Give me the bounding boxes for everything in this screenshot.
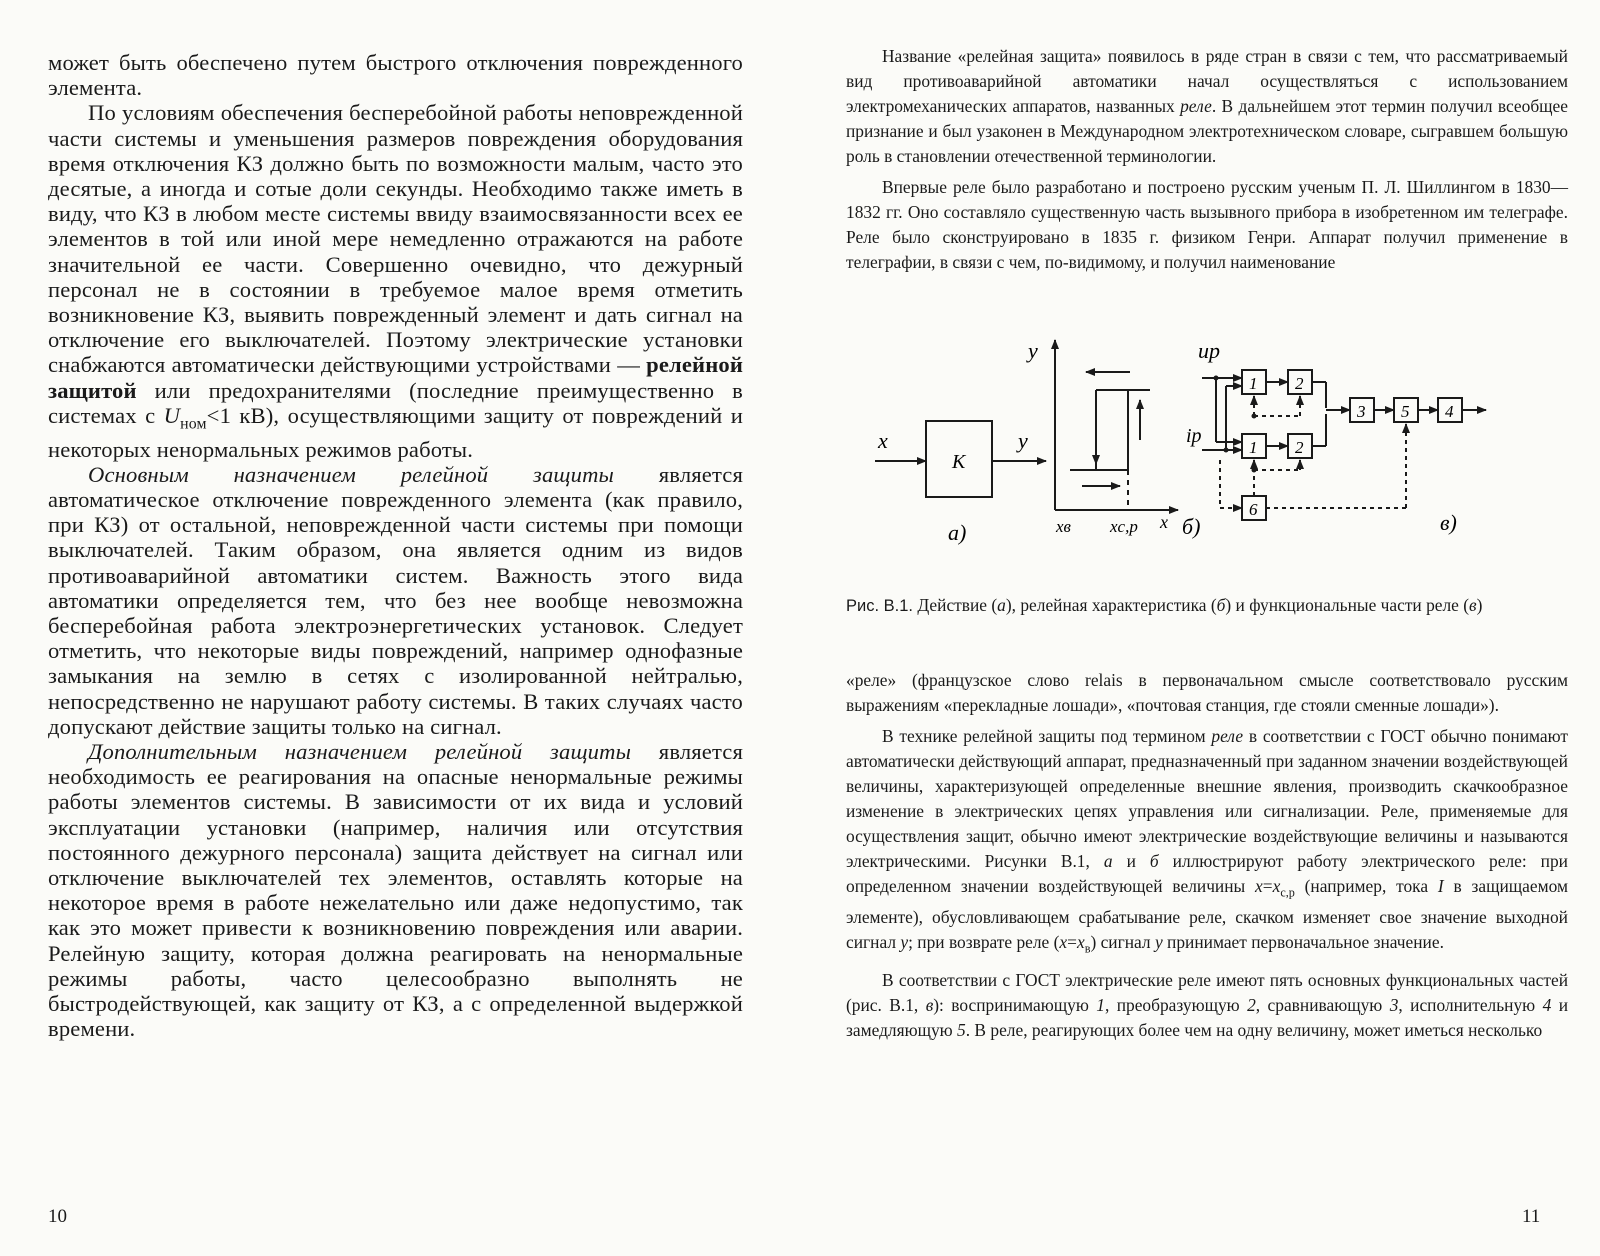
italic-term: y — [1154, 932, 1163, 953]
left-page-text — [48, 50, 743, 1041]
text-run: , сравнивающую — [1255, 994, 1390, 1015]
text-run: Действие ( — [913, 595, 998, 615]
italic-term: 2 — [1247, 994, 1256, 1015]
text-run: «реле» (французское слово relais в первоначальном смысле соответствовало русским выражениям «перекладные лошади», «почтовая станция, где стояли сменные лошади»). — [846, 670, 1568, 715]
figure-output-y: y — [1018, 428, 1028, 453]
figure-caption — [846, 594, 1568, 618]
italic-term: реле — [1180, 96, 1212, 116]
italic-term: 4 — [1542, 994, 1552, 1015]
text-run: ) — [1476, 595, 1483, 615]
italic-term: а — [997, 595, 1006, 615]
figure-label-a: а) — [948, 520, 967, 545]
paragraph — [48, 739, 743, 1041]
italic-term: x — [1255, 876, 1263, 896]
text-run: Впервые реле было разработано и построено русским ученым П. Л. Шиллингом в 1830—1832 гг. Оно составляло существенную часть вызывного прибора в изобретенном им телеграфе. Реле было сконструировано в 1835 г. физиком Генри. Аппарат получил применение в телеграфии, в связи с чем, по-видимому, и получил наименование — [846, 177, 1568, 272]
italic-term: а — [1103, 851, 1113, 871]
text-run: , исполнительную — [1398, 994, 1543, 1015]
figure-block-2-bottom: 2 — [1295, 438, 1304, 457]
figure-input-ip: iр — [1186, 425, 1202, 447]
right-page-text-top — [846, 44, 1568, 281]
paragraph — [48, 50, 743, 100]
italic-term: U — [163, 402, 181, 428]
figure-input-x: x — [878, 428, 888, 453]
page-number-left: 10 — [48, 1206, 67, 1227]
subscript: с,р — [1280, 885, 1295, 900]
text-run: В технике релейной защиты под термином — [882, 726, 1212, 746]
text-run: является необходимость ее реагирования на опасные ненормальные режимы работы элементов системы. В зависимости от их вида и условий эксплуатации установки (например, наличия или отсутствия постоянного дежурного персонала) защита действует на сигнал или отключение выключателей тех элементов, оставлять которые на некоторое время в работе нежелательно или даже недопустимо, так как это может привести к возникновению повреждения или аварии. Релейную защиту, которая должна реагировать на ненормальные режимы работы, часто целесообразно выполнять не быстродействующей, как защиту от КЗ, а с определенной выдержкой времени. — [48, 739, 743, 1042]
text-run: иллюстрируют работу электрического реле: при определенном значении воздействующей величины — [846, 851, 1568, 896]
italic-term: Дополнительным назначением релейной защиты — [88, 739, 632, 764]
italic-term: реле — [1211, 726, 1244, 746]
figure-axis-y: y — [1028, 338, 1038, 363]
text-run: = — [1067, 932, 1077, 953]
figure-tick-xcp: xс,р — [1110, 517, 1138, 536]
figure-input-up: uр — [1198, 338, 1220, 363]
paragraph — [846, 175, 1568, 275]
right-page-text-bottom — [846, 668, 1568, 1049]
italic-term: x — [1059, 932, 1068, 953]
text-run: может быть обеспечено путем быстрого отключения поврежденного элемента. — [48, 50, 743, 101]
italic-term: б — [1149, 851, 1159, 871]
figure-relay-diagram — [860, 330, 1580, 570]
italic-term: в — [925, 994, 934, 1015]
text-run: (например, тока — [1294, 876, 1438, 896]
figure-block-k: K — [952, 451, 966, 473]
text-run: = — [1262, 876, 1273, 896]
paragraph — [846, 724, 1568, 962]
figure-block-2-top: 2 — [1295, 374, 1304, 393]
figure-block-1-bottom: 1 — [1249, 438, 1258, 457]
figure-block-5: 5 — [1401, 402, 1410, 421]
italic-term: x — [1076, 932, 1085, 953]
figure-label-b: б) — [1182, 514, 1201, 539]
text-run: По условиям обеспечения бесперебойной работы неповрежденной части системы и уменьшения размеров повреждения оборудования время отключения КЗ должно быть по возможности малым, часто это десятые, а иногда и сотые доли секунды. Необходимо также иметь в виду, что КЗ в любом месте системы ввиду взаимосвязанности всех ее элементов в той или иной мере немедленно отражаются на работе значительной ее части. Совершенно очевидно, что дежурный персонал не в состоянии в требуемое малое время отметить возникновение КЗ, выявить поврежденный элемент и дать сигнал на отключение его выключателей. Поэтому электрические установки снабжаются автоматически действующими устройствами — — [48, 100, 743, 378]
paragraph — [846, 44, 1568, 169]
text-run: ): воспринимающую — [933, 994, 1097, 1015]
text-run: ) сигнал — [1090, 932, 1155, 953]
text-run: и замедляющую — [846, 994, 1569, 1040]
text-run: ), релейная характеристика ( — [1005, 595, 1217, 615]
text-run: . В реле, реагирующих более чем на одну величину, может иметься несколько — [965, 1019, 1543, 1040]
text-run: Название «релейная защита» появилось в ряде стран в связи с тем, что рассматриваемый вид противоаварийной автоматики начал осуществляться с использованием электромеханических аппаратов, названных — [846, 46, 1568, 116]
bold-term: релейной защитой — [48, 352, 743, 403]
italic-term: в — [1469, 595, 1477, 615]
italic-term: б — [1216, 595, 1226, 615]
figure-block-6: 6 — [1249, 500, 1258, 519]
page-number-right: 11 — [1522, 1206, 1541, 1227]
text-run: В соответствии с ГОСТ электрические реле имеют пять основных функциональных частей (рис. В.1, — [846, 969, 1568, 1015]
text-run: в защищаемом элементе), обусловливающем срабатывание реле, скачком изменяет свое значение выходной сигнал — [846, 876, 1568, 953]
italic-term: x — [1272, 876, 1281, 896]
text-run: или предохранителями (последние преимущественно в системах с — [48, 377, 743, 428]
text-run: принимает первоначальное значение. — [1162, 932, 1444, 953]
figure-block-1-top: 1 — [1249, 374, 1258, 393]
figure-block-3: 3 — [1357, 402, 1366, 421]
right-page — [800, 0, 1600, 1256]
figure-block-4: 4 — [1445, 402, 1454, 421]
figure-axis-x: x — [1160, 512, 1168, 532]
text-run: является автоматическое отключение поврежденного элемента (как правило, при КЗ) от остальной, неповрежденной части системы при помощи выключателей. Таким образом, она является одним из видов противоаварийной автоматики систем. Важность этого вида автоматики определяется тем, что без нее вообще невозможна бесперебойная работа электроэнергетических установок. Следует отметить, что некоторые виды повреждений, например однофазные замыкания на землю в сетях с изолированной нейтралью, непосредственно не нарушают работу системы. В таких случаях часто допускают действие защиты только на сигнал. — [48, 461, 743, 739]
text-run: в соответствии с ГОСТ обычно понимают автоматически действующий аппарат, предназначенный при заданном значении воздействующей величины, характеризующей определенные внешние явления, производить скачкообразное изменение в электрических цепях управления или сигнализации. Реле, применяемые для осуществления защит, обычно имеют электрические воздействующие величины и называются электрическими. Рисунки В.1, — [846, 726, 1569, 871]
subscript: ном — [180, 415, 207, 433]
figure-caption-label: Рис. В.1. — [846, 597, 913, 615]
italic-term: y — [900, 932, 909, 953]
text-run: <1 кВ), осуществляющими защиту от повреждений и некоторых ненормальных режимов работы. — [48, 402, 744, 462]
text-run: ) и функциональные части реле ( — [1225, 595, 1470, 615]
text-run: ; при возврате реле ( — [908, 932, 1060, 953]
italic-term: 3 — [1389, 994, 1399, 1015]
paragraph — [48, 100, 743, 461]
figure-tick-xv: xв — [1056, 517, 1071, 536]
italic-term: 5 — [957, 1019, 966, 1040]
subscript: в — [1084, 941, 1091, 956]
paragraph — [48, 462, 743, 739]
text-run: и — [1112, 851, 1150, 871]
paragraph — [846, 968, 1568, 1043]
italic-term: 1 — [1096, 994, 1105, 1015]
paragraph — [846, 668, 1568, 718]
figure-label-c: в) — [1440, 510, 1457, 535]
figure-part-c — [1202, 370, 1486, 520]
figure-caption-text — [913, 595, 1482, 615]
italic-term: Основным назначением релейной защиты — [88, 461, 614, 487]
italic-term: I — [1437, 876, 1444, 896]
figure-part-b — [1055, 340, 1178, 510]
text-run: . В дальнейшем этот термин получил всеобщее признание и был узаконен в Международном электротехническом словаре, сыгравшем большую роль в становлении отечественной терминологии. — [846, 96, 1568, 166]
text-run: , преобразующую — [1104, 994, 1248, 1015]
